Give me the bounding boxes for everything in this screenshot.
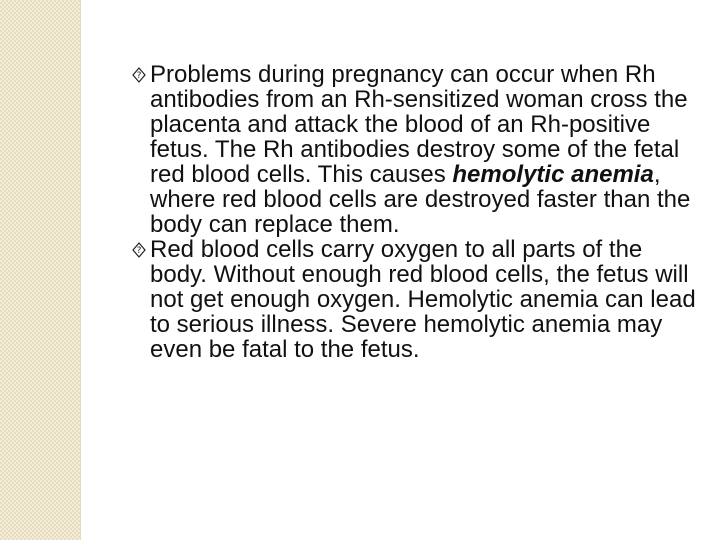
svg-text:?: ? xyxy=(136,246,142,256)
slide-body xyxy=(132,62,704,362)
side-divider xyxy=(80,0,81,540)
bullet-item-red-blood-cells xyxy=(132,237,704,362)
bullet-item-rh-problems xyxy=(132,62,704,237)
bullet-text-intro: Problems during pregnancy can occur when Rh antibodies from an Rh-sensitized woman cross the placenta and attack the blood of an Rh-positive fetus. The Rh antibodies destroy some of the fetal red blood cells. This causes xyxy=(150,61,688,188)
decorative-side-band xyxy=(0,0,80,540)
bullet-text-tail: , where red blood cells are destroyed faster than the body can replace them. xyxy=(150,161,691,238)
bullet-text: Red blood cells carry oxygen to all parts of the body. Without enough red blood cells, the fetus will not get enough oxygen. Hemolytic anemia can lead to serious illness. Severe hemolytic anemia may even be fatal to the fetus. xyxy=(150,236,696,363)
emphasis-hemolytic-anemia: hemolytic anemia xyxy=(452,161,654,188)
replacement-glyph-icon xyxy=(132,67,146,83)
replacement-glyph-icon xyxy=(132,242,146,258)
svg-text:?: ? xyxy=(136,71,142,81)
